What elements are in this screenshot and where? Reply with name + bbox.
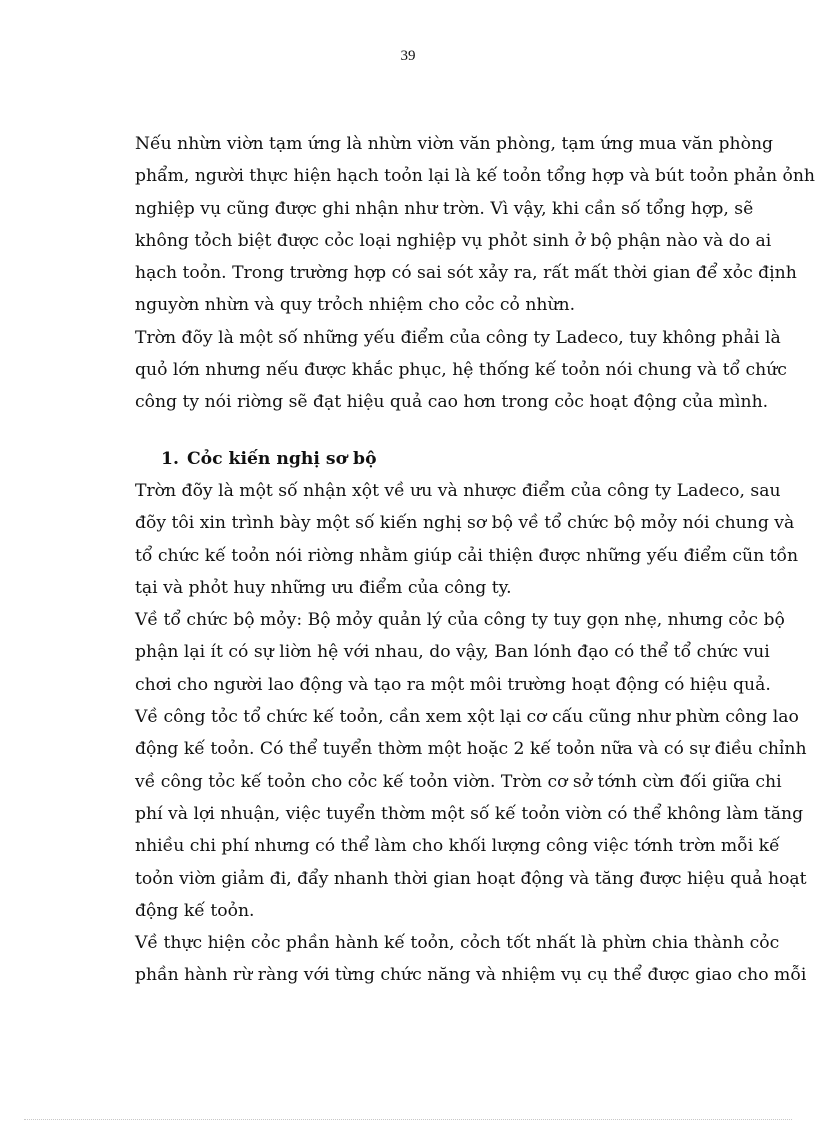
paragraph-tam-ung <box>135 128 815 322</box>
text-line: Nếu nhừn viờn tạm ứng là nhừn viờn văn phòng, tạm ứng mua văn phòng <box>135 134 774 154</box>
text-line: Trờn đõy là một số nhận xột về ưu và nhược điểm của công ty Ladeco, sau <box>135 480 781 501</box>
section-number: 1. <box>161 448 179 469</box>
paragraph-cong-tac-ke-toan <box>135 701 807 927</box>
text-line: toỏn viờn giảm đi, đẩy nhanh thời gian hoạt động và tăng được hiệu quả hoạt <box>135 868 807 889</box>
text-line: về công tỏc kế toỏn cho cỏc kế toỏn viờn. Trờn cơ sở tớnh cừn đối giữa chi <box>135 771 782 792</box>
text-line: Về thực hiện cỏc phần hành kế toỏn, cỏch tốt nhất là phừn chia thành cỏc <box>135 933 780 954</box>
section-title: Cỏc kiến nghị sơ bộ <box>186 448 377 469</box>
spacer <box>135 419 739 443</box>
text-line: nghiệp vụ cũng được ghi nhận như trờn. Vì vậy, khi cần số tổng hợp, sẽ <box>135 198 754 219</box>
text-line: phần hành rừ ràng với từng chức năng và nhiệm vụ cụ thể được giao cho mỗi <box>135 965 807 986</box>
paragraph-yeu-diem <box>135 322 787 419</box>
text-line: quỏ lớn nhưng nếu được khắc phục, hệ thống kế toỏn nói chung và tổ chức <box>135 360 787 381</box>
page-number: 39 <box>400 48 416 64</box>
text-line: tại và phỏt huy những ưu điểm của công ty. <box>135 577 512 598</box>
text-line: động kế toỏn. <box>135 900 255 921</box>
paragraph-bo-may <box>135 604 785 701</box>
text-line: chơi cho người lao động và tạo ra một môi trường hoạt động có hiệu quả. <box>135 674 771 695</box>
text-line: hạch toỏn. Trong trường hợp có sai sót xảy ra, rất mất thời gian để xỏc định <box>135 263 797 284</box>
text-line: Trờn đõy là một số những yếu điểm của công ty Ladeco, tuy không phải là <box>135 327 781 348</box>
text-line: động kế toỏn. Có thể tuyển thờm một hoặc 2 kế toỏn nữa và có sự điều chỉnh <box>135 739 807 760</box>
text-line: phí và lợi nhuận, việc tuyển thờm một số kế toỏn viờn có thể không làm tăng <box>135 803 804 824</box>
section-heading <box>135 443 739 475</box>
text-line: phận lại ít có sự liờn hệ với nhau, do vậy, Ban lónh đạo có thể tổ chức vui <box>135 642 770 663</box>
paragraph-nhan-xet <box>135 475 799 604</box>
text-line: phẩm, người thực hiện hạch toỏn lại là kế toỏn tổng hợp và bút toỏn phản ỏnh <box>135 166 815 187</box>
text-line: Về tổ chức bộ mỏy: Bộ mỏy quản lý của công ty tuy gọn nhẹ, nhưng cỏc bộ <box>135 610 785 631</box>
paragraph-phan-hanh <box>135 927 807 992</box>
text-line: công ty nói riờng sẽ đạt hiệu quả cao hơn trong cỏc hoạt động của mình. <box>135 392 769 413</box>
text-line: Về công tỏc tổ chức kế toỏn, cần xem xột lại cơ cấu cũng như phừn công lao <box>135 707 799 728</box>
page-bottom-divider <box>24 1119 792 1120</box>
text-line: tổ chức kế toỏn nói riờng nhằm giúp cải thiện được những yếu điểm cũn tồn <box>135 545 799 566</box>
text-line: nguyờn nhừn và quy trỏch nhiệm cho cỏc cỏ nhừn. <box>135 295 576 316</box>
text-line: không tỏch biệt được cỏc loại nghiệp vụ phỏt sinh ở bộ phận nào và do ai <box>135 230 772 251</box>
text-line: nhiều chi phí nhưng có thể làm cho khối lượng công việc tớnh trờn mỗi kế <box>135 836 780 857</box>
document-body <box>135 128 815 992</box>
text-line: đõy tôi xin trình bày một số kiến nghị sơ bộ về tổ chức bộ mỏy nói chung và <box>135 513 795 534</box>
